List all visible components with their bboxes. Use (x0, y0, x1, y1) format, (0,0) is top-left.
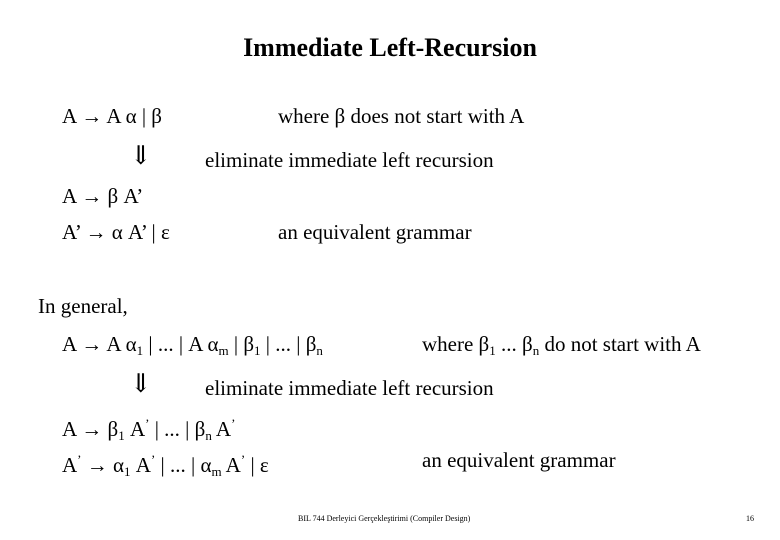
general-eliminate-note: eliminate immediate left recursion (205, 376, 494, 400)
footer-course: BIL 744 Derleyici Gerçekleştirimi (Compiler Design) (298, 514, 471, 523)
condition-note: where β does not start with A (278, 104, 525, 128)
general-equivalent-note: an equivalent grammar (422, 448, 616, 472)
page-number: 16 (746, 514, 754, 523)
general-condition: where $\beta_1$ ... $\beta_n$ do not start with A (422, 332, 701, 358)
down-double-arrow-icon: ⇓ (130, 141, 152, 170)
down-double-arrow-icon: ⇓ (130, 369, 152, 398)
general-rule: A → A $\alpha_1$ | ... | A $\alpha_m$ | $\beta_1$ | ... | $\beta_n$ (62, 332, 323, 358)
equivalent-note: an equivalent grammar (278, 220, 472, 244)
general-new-rule-a-prime: $A^’ \to \alpha_1$ A’ | ... | $\alpha_m$ A’ | ε (62, 452, 269, 479)
slide-title: Immediate Left-Recursion (243, 33, 537, 62)
eliminate-note: eliminate immediate left recursion (205, 148, 494, 172)
general-intro: In general, (38, 294, 128, 318)
original-rule: A → A α | β (62, 104, 162, 128)
general-new-rule-a: $A \to \beta_1$ A’ | ... | $\beta_n$ A’ (62, 416, 236, 443)
new-rule-a-prime: A’ → α A’ | ε (62, 220, 170, 244)
new-rule-a: A → β A’ (62, 184, 144, 208)
